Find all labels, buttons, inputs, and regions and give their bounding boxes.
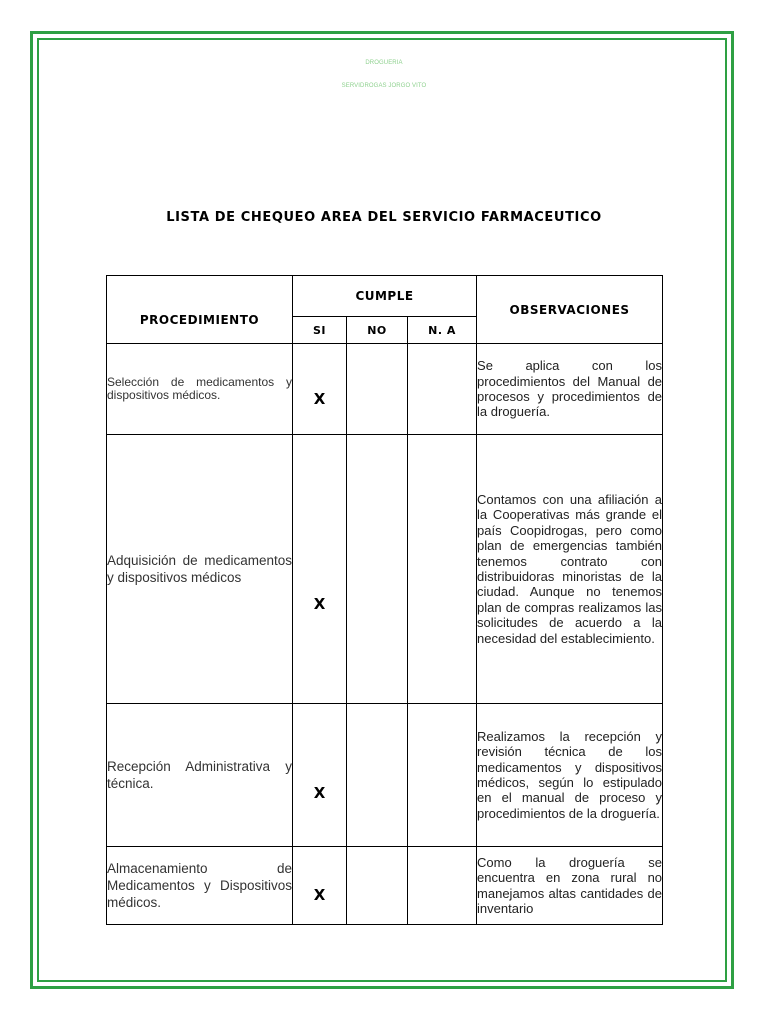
procedimiento-cell: Adquisición de medicamentos y dispositivos médicos <box>107 435 293 704</box>
observaciones-cell: Contamos con una afiliación a la Cooperativas más grande el país Coopidrogas, pero como plan de emergencias también tenemos contrato con distribuidoras minoristas de la ciudad. Aunque no tenemos plan de compras realizamos las solicitudes de acuerdo a la necesidad del establecimiento. <box>477 435 663 704</box>
header-procedimiento: PROCEDIMIENTO <box>107 276 293 344</box>
header-no: NO <box>347 317 408 344</box>
header-cumple: CUMPLE <box>293 276 477 317</box>
na-cell <box>408 435 477 704</box>
header-observaciones: OBSERVACIONES <box>477 276 663 344</box>
header-line-1: DROGUERIA <box>365 60 403 66</box>
na-cell <box>408 704 477 847</box>
observaciones-cell: Realizamos la recepción y revisión técnica de los medicamentos y dispositivos médicos, según lo estipulado en el manual de proceso y procedimientos de la droguería. <box>477 704 663 847</box>
na-cell <box>408 847 477 925</box>
no-cell <box>347 704 408 847</box>
table-row <box>107 847 663 925</box>
header-si: SI <box>293 317 347 344</box>
checklist-table <box>106 275 663 925</box>
procedimiento-cell: Almacenamiento de Medicamentos y Dispositivos médicos. <box>107 847 293 925</box>
observaciones-cell: Se aplica con los procedimientos del Manual de procesos y procedimientos de la droguería. <box>477 344 663 435</box>
no-cell <box>347 435 408 704</box>
si-cell: X <box>293 704 347 847</box>
table-row <box>107 344 663 435</box>
si-cell: X <box>293 435 347 704</box>
observaciones-cell: Como la droguería se encuentra en zona rural no manejamos altas cantidades de inventario <box>477 847 663 925</box>
procedimiento-cell: Selección de medicamentos y dispositivos médicos. <box>107 344 293 435</box>
table-row <box>107 435 663 704</box>
procedimiento-cell: Recepción Administrativa y técnica. <box>107 704 293 847</box>
header-line-2: SERVIDROGAS JORGO VITO <box>341 83 427 89</box>
si-cell: X <box>293 344 347 435</box>
document-title: LISTA DE CHEQUEO AREA DEL SERVICIO FARMACEUTICO <box>166 210 602 225</box>
no-cell <box>347 847 408 925</box>
no-cell <box>347 344 408 435</box>
si-cell: X <box>293 847 347 925</box>
na-cell <box>408 344 477 435</box>
header-na: N. A <box>408 317 477 344</box>
table-row <box>107 704 663 847</box>
